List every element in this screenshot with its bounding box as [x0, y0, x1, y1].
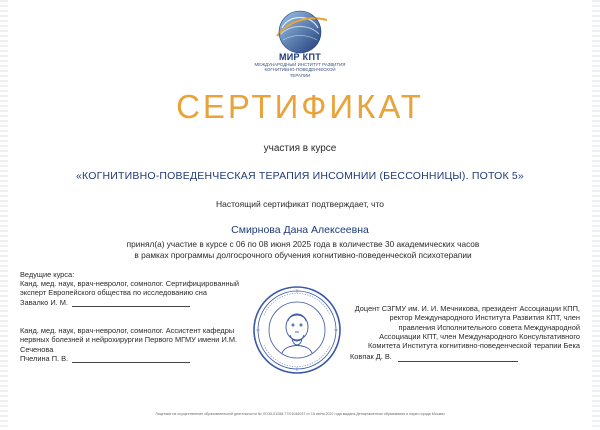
signatory-line: Доцент СЗГМУ им. И. И. Мечникова, президент Ассоциации КПП, — [354, 304, 580, 313]
logo-subtitle — [240, 62, 360, 78]
leader-credential-line: Сеченова — [20, 344, 54, 354]
signatory-name: Ковпак Д. В. — [350, 352, 392, 361]
left-border-decoration — [0, 0, 8, 430]
participation-details — [108, 239, 498, 260]
leader-name: Завалко И. М. — [20, 297, 68, 307]
leader-credential-line: Канд. мед. наук, врач-невролог, сомнолог. Сертифицированный — [20, 279, 240, 288]
leader-credential-line: эксперт Европейского общества по исследованию сна — [20, 288, 207, 298]
signatory-line: ректор Международного Института Развития КПТ, член — [389, 313, 580, 323]
course-intro: участия в курсе — [263, 143, 337, 154]
logo-title: МИР КПТ — [278, 52, 322, 62]
certificate-title: СЕРТИФИКАТ — [176, 88, 424, 125]
logo-subtitle-line: ТЕРАПИИ — [289, 72, 311, 78]
stamp-seal-icon — [252, 285, 342, 375]
course-name: «КОГНИТИВНО-ПОВЕДЕНЧЕСКАЯ ТЕРАПИЯ ИНСОМНИИ (БЕССОННИЦЫ). ПОТОК 5» — [76, 170, 524, 182]
license-footer: Лицензия на осуществление образовательной деятельности № ЛО35-01288-77/01046037 от 15 июня 2022 года выдана Департаментом образования и науки города Москвы — [155, 412, 445, 416]
confirmation-text: Настоящий сертификат подтверждает, что — [215, 199, 384, 209]
leader-credential-line: Канд. мед. наук, врач-невролог, сомнолог. Ассистент кафедры — [20, 326, 235, 335]
signature-line — [72, 362, 190, 363]
leader-block-first — [20, 279, 252, 307]
leader-credential-line: нервных болезней и нейрохирургии Первого МГМУ имени И.М. — [20, 335, 238, 345]
signatory-line: Комитета Института когнитивно-поведенческой терапии Бека — [368, 341, 580, 351]
details-line: в рамках программы долгосрочного обучения когнитивно-поведенческой психотерапии — [134, 249, 472, 260]
signatory-line: Ассоциации КПТ, член Международного Консультативного — [379, 331, 580, 341]
signatory-block — [330, 304, 580, 350]
signatory-line: правления Исполнительного совета Международной — [398, 322, 580, 332]
leaders-heading: Ведущие курса: — [20, 270, 75, 279]
right-border-decoration — [592, 0, 600, 430]
globe-logo-icon — [269, 6, 331, 56]
leader-name: Пчелина П. В. — [20, 353, 69, 363]
logo-subtitle-line: КОГНИТИВНО-ПОВЕДЕНЧЕСКОЙ — [264, 67, 336, 73]
recipient-name: Смирнова Дана Алексеевна — [231, 224, 369, 236]
signature-line — [398, 361, 518, 362]
logo-subtitle-line: МЕЖДУНАРОДНЫЙ ИНСТИТУТ РАЗВИТИЯ — [254, 62, 346, 67]
signature-line — [72, 306, 190, 307]
details-line: принял(а) участие в курсе с 06 по 08 июня 2025 года в количестве 30 академических часов — [126, 239, 480, 249]
leader-block-second — [20, 326, 252, 363]
